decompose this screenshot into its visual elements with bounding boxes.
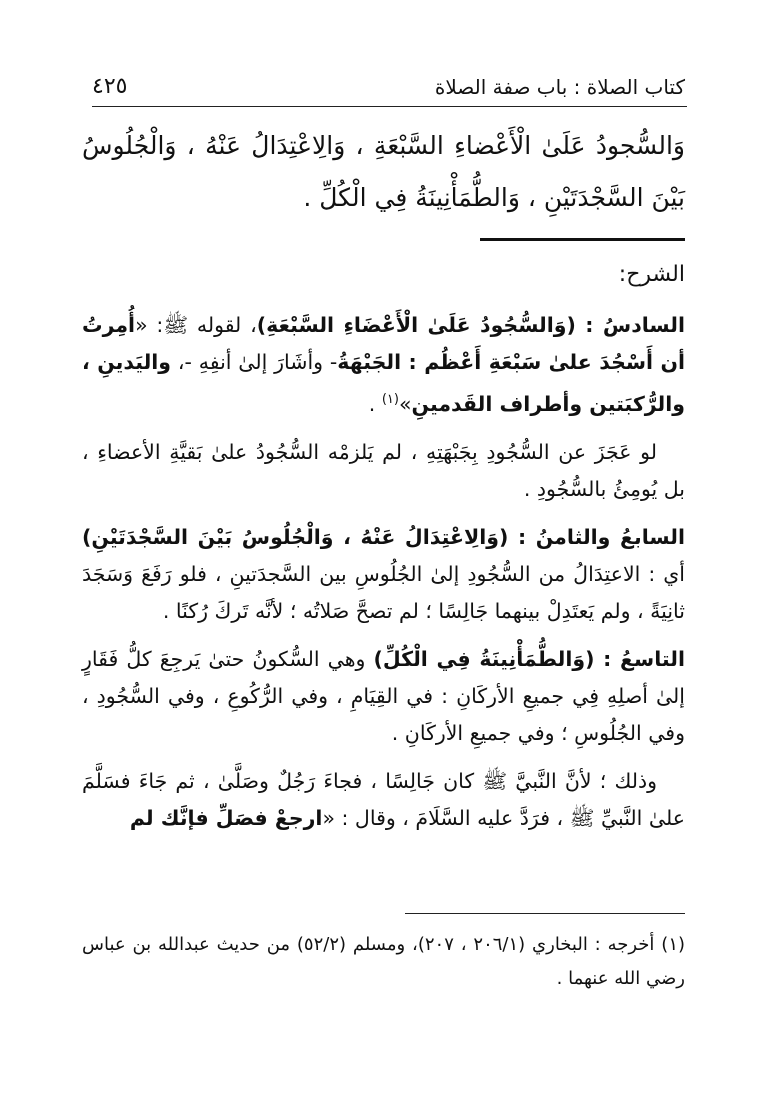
- paragraph-ninth: [82, 641, 685, 752]
- ninth-lead: التاسعُ : (وَالطُّمَأْنِينَةُ فِي الْكُلِّ): [373, 646, 685, 671]
- paragraph-inability: لو عَجَزَ عن السُّجُودِ بِجَبْهَتِهِ ، لم يَلزمْه السُّجُودُ علىٰ بَقيَّةِ الأعضاءِ ، بل يُومِئُ بالسُّجُودِ .: [82, 439, 685, 501]
- matn-separator: [480, 238, 685, 241]
- sixth-lead: السادسُ : (وَالسُّجُودُ عَلَىٰ الْأَعْضَاءِ السَّبْعَةِ): [256, 313, 685, 337]
- page-number: ٤٢٥: [92, 74, 128, 99]
- evidence-text: وذلك ؛ لأنَّ النَّبيَّ ﷺ كان جَالِسًا ، فجاءَ رَجُلٌ وصَلَّىٰ ، ثم جَاءَ فسَلَّمَ علىٰ النَّبيِّ ﷺ ، فرَدَّ عليه السَّلَامَ ، وقال : «: [82, 768, 685, 830]
- matn-text: وَالسُّجودُ عَلَىٰ الْأَعْضاءِ السَّبْعَةِ ، وَالِاعْتِدَالُ عَنْهُ ، وَالْجُلُوسُ بَيْنَ السَّجْدَتَيْنِ ، وَالطُّمَأْنِينَةُ فِي الْكُلِّ .: [82, 131, 685, 212]
- footnote-ref: (١): [381, 392, 399, 407]
- footnote-1: (١) أخرجه : البخاري (٢٠٦/١ ، ٢٠٧)، ومسلم (٥٢/٢) من حديث عبدالله بن عباس رضي الله عنهما .: [82, 934, 686, 989]
- seventh-eighth-text: أي : الاعتِدَالُ من السُّجُودِ إلىٰ الجُلُوسِ بين السَّجدَتينِ ، فلو رَفَعَ وَسَجَدَ ثانِيَةً ، ولم يَعتَدِلْ بينهما جَالِسًا ؛ لم تصحَّ صَلاتُه ؛ لأنَّه تَركَ رُكنًا .: [82, 561, 685, 623]
- hadith-quote-2: واليَدينِ ، والرُّكبَتين وأطراف القَدمينِ: [82, 350, 685, 416]
- paragraph-seventh-eighth: [82, 519, 685, 630]
- evidence-quote: ارجعْ فصَلِّ فإنَّك لم: [129, 805, 323, 830]
- seventh-eighth-lead: السابعُ والثامنُ : (وَالِاعْتِدَالُ عَنْهُ ، وَالْجُلُوسُ بَيْنَ السَّجْدَتَيْنِ): [82, 524, 685, 549]
- hadith-quote-1: أُمِرتُ أن أَسْجُدَ علىٰ سَبْعَةِ أَعْظُم : الجَبْهَةُ: [82, 313, 685, 374]
- page-header: [92, 72, 685, 106]
- ninth-text: وهي السُّكونُ حتىٰ يَرجِعَ كلُّ فَقَارٍ إلىٰ أصلِهِ فِي جميعِ الأركَانِ : في القِيَامِ ، وفي الرُّكُوعِ ، وفي السُّجُودِ ، وفي الجُلُوسِ ؛ وفي جميعِ الأركَانِ .: [82, 646, 685, 745]
- footnote-rule: [405, 913, 685, 914]
- paragraph-sixth: [82, 307, 685, 423]
- sixth-end: .: [368, 391, 382, 416]
- sharh-body: [82, 256, 685, 848]
- header-rule: [92, 106, 687, 107]
- running-title: كتاب الصلاة : باب صفة الصلاة: [434, 75, 685, 99]
- hadith-aside: - وأشَارَ إلىٰ أنفِهِ -،: [171, 350, 338, 374]
- paragraph-evidence: [82, 763, 685, 837]
- hadith-close: »: [398, 391, 412, 416]
- sharh-label: الشرح:: [618, 262, 685, 287]
- sixth-intro: ، لقوله ﷺ: «: [135, 313, 257, 337]
